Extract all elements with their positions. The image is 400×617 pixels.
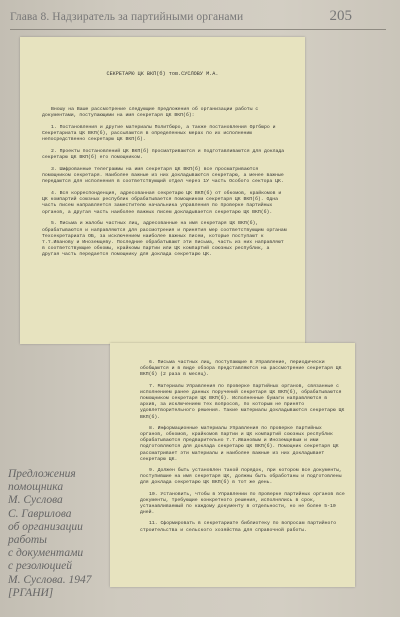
caption-line: с документами xyxy=(8,547,84,560)
caption-line: с резолюцией xyxy=(8,560,72,573)
caption-line: об организации xyxy=(8,520,83,533)
document-paragraph: 10. Установить, чтобы в Управлении по проверке партийных органов все документы, требующие конкретного решения, исполнялись в срок, устанавливаемый по каждому документу в отдельности, но не более 5-10 дней. xyxy=(140,491,345,516)
document-body xyxy=(140,360,345,539)
document-paragraph: Вношу на Ваше рассмотрение следующие предложения об организации работы с документами, поступающими на имя секретаря ЦК ВКП(б): xyxy=(42,107,259,119)
document-paragraph: 8. Информационные материалы Управления по проверке партийных органов, обкомов, крайкомов партии и ЦК компартий союзных республик обрабатываются предварительно т.т.Ивановым и Иноземцевым и ими подготовляются для доклада секретарю ЦК ВКП(б). Помощник секретаря ЦК рассматривает эти материалы и наиболее важные из них докладывает секретарю ЦК. xyxy=(140,425,339,462)
caption-line: Предложения xyxy=(8,468,76,480)
caption-line: [РГАНИ] xyxy=(8,586,54,599)
caption-line: С. Гаврилова xyxy=(8,507,72,520)
document-addressee: СЕКРЕТАРЮ ЦК ВКП(б) тов.СУСЛОВУ М.А. xyxy=(106,71,219,77)
caption-line: помощника xyxy=(8,481,64,494)
caption-line: работы xyxy=(8,534,47,547)
running-head: Глава 8. Надзиратель за партийными органами xyxy=(10,11,244,23)
document-body xyxy=(42,107,287,264)
document-paragraph: 2. Проекты постановлений ЦК ВКП(б) просматриваются и подготавливаются для доклада секретарю ЦК ВКП(б) его помощником. xyxy=(42,149,285,161)
document-paragraph: 11. Сформировать в секретариате библиотеку по вопросам партийного строительства и сельского хозяйства для справочной работы. xyxy=(140,521,337,533)
document-paragraph: 7. Материалы Управления по проверке партийных органов, связанные с исполнением ранее данных поручений секретаря ЦК ВКП(б), обрабатываются помощником секретаря ЦК ВКП(б). Исполненные бумаги направляются в архив, за исключением тех вопросов, по которым не принято удовлетворительного решения. Такие материалы докладываются секретарю ЦК ВКП(б). xyxy=(140,383,345,420)
archival-document-page-1 xyxy=(20,37,305,344)
document-paragraph: 5. Письма и жалобы частных лиц, адресованные на имя секретаря ЦК ВКП(б), обрабатываются и направляются для рассмотрения и принятия мер соответствующим органам Техсекретариата ОБ, за исключением наиболее важных писем, которые поступают к т.т.Иванову и Иноземцеву. Последние обрабатывают эти письма, часть из них направляют в соответствующие обкомы, крайкомы партии или ЦК компартий союзных республик, а другая часть передается помощнику для доклада секретарю ЦК. xyxy=(42,221,287,258)
document-paragraph: 1. Постановления и другие материалы Политбюро, а также постановления Оргбюро и Секретариата ЦК ВКП(б), рассылаются в определенных мерах по их исполнению непосредственно секретарю ЦК ВКП(б). xyxy=(42,124,276,143)
document-paragraph: 4. Вся корреспонденция, адресованная секретарю ЦК ВКП(б) от обкомов, крайкомов и ЦК компартий союзных республик обрабатывается помощником секретаря ЦК ВКП(б). Одна часть писем направляется заместителю начальника управления по проверке партийных органов, а другая часть наиболее важных писем докладывается секретарю ЦК ВКП(б). xyxy=(42,191,282,215)
page-number: 205 xyxy=(329,8,352,24)
document-paragraph: 3. Шифрованные телеграммы на имя секретаря ЦК ВКП(б) все просматриваются помощником секретаря. Наиболее важные из них докладываются секретарю, а менее важные передаются для исполнения в соответствующий отдел через 1У часть Особого сектора ЦК. xyxy=(42,166,284,185)
document-paragraph: 6. Письма частных лиц, поступающие в Управление, периодически обобщаются и в виде обзора представляются на рассмотрение секретаря ЦК ВКП(б) (2 раза в месяц). xyxy=(140,360,342,378)
caption-line: М. Суслова xyxy=(8,494,63,507)
archival-document-page-2 xyxy=(110,343,355,587)
header-divider xyxy=(10,29,386,30)
figure-caption xyxy=(8,468,104,600)
caption-line: М. Суслова. 1947 xyxy=(8,573,92,586)
document-paragraph: 9. Должен быть установлен такой порядок, при котором все документы, поступившие на имя секретаря ЦК, должны быть обработаны и подготовлены для доклада секретарю ЦК ВКП(б) в тот же день. xyxy=(140,468,342,486)
